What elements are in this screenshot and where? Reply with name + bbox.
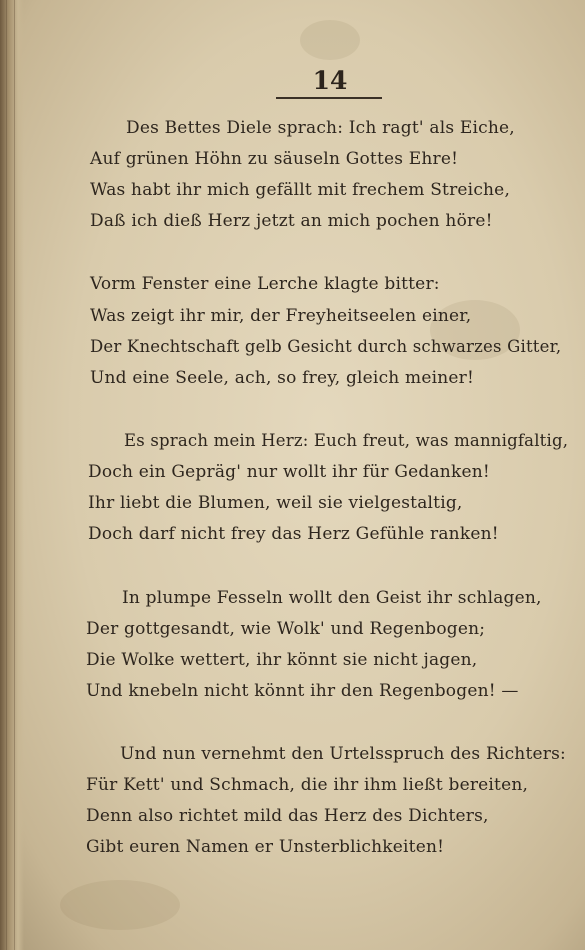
poem-line: In plumpe Fesseln wollt den Geist ihr schlagen, <box>122 588 542 608</box>
page-number: 14 <box>312 66 348 95</box>
poem-line: Auf grünen Höhn zu säuseln Gottes Ehre! <box>90 149 459 169</box>
poem-line: Vorm Fenster eine Lerche klagte bitter: <box>90 274 440 294</box>
poem-line: Der gottgesandt, wie Wolk' und Regenbogen; <box>86 619 486 639</box>
poem-line: Für Kett' und Schmach, die ihr ihm ließt bereiten, <box>86 775 529 795</box>
poem-line: Die Wolke wettert, ihr könnt sie nicht jagen, <box>86 650 478 670</box>
poem-line: Doch ein Gepräg' nur wollt ihr für Gedanken! <box>88 462 490 482</box>
poem-line: Ihr liebt die Blumen, weil sie vielgestaltig, <box>88 493 463 513</box>
poem-line: Des Bettes Diele sprach: Ich ragt' als Eiche, <box>126 118 515 138</box>
poem-line: Was zeigt ihr mir, der Freyheitseelen einer, <box>90 306 472 326</box>
poem-line: Doch darf nicht frey das Herz Gefühle ranken! <box>88 524 499 544</box>
poem-line: Daß ich dieß Herz jetzt an mich pochen höre! <box>90 211 493 231</box>
poem-line: Und eine Seele, ach, so frey, gleich meiner! <box>90 368 475 388</box>
poem-line: Denn also richtet mild das Herz des Dichters, <box>86 806 489 826</box>
poem-line: Es sprach mein Herz: Euch freut, was mannigfaltig, <box>124 431 569 450</box>
poem-line: Gibt euren Namen er Unsterblichkeiten! <box>86 837 445 857</box>
poem-line: Was habt ihr mich gefällt mit frechem Streiche, <box>90 180 511 200</box>
poem-line: Der Knechtschaft gelb Gesicht durch schwarzes Gitter, <box>90 337 562 356</box>
poem-line: Und knebeln nicht könnt ihr den Regenbogen! — <box>86 681 519 701</box>
poem-line: Und nun vernehmt den Urtelsspruch des Richters: <box>120 744 566 764</box>
